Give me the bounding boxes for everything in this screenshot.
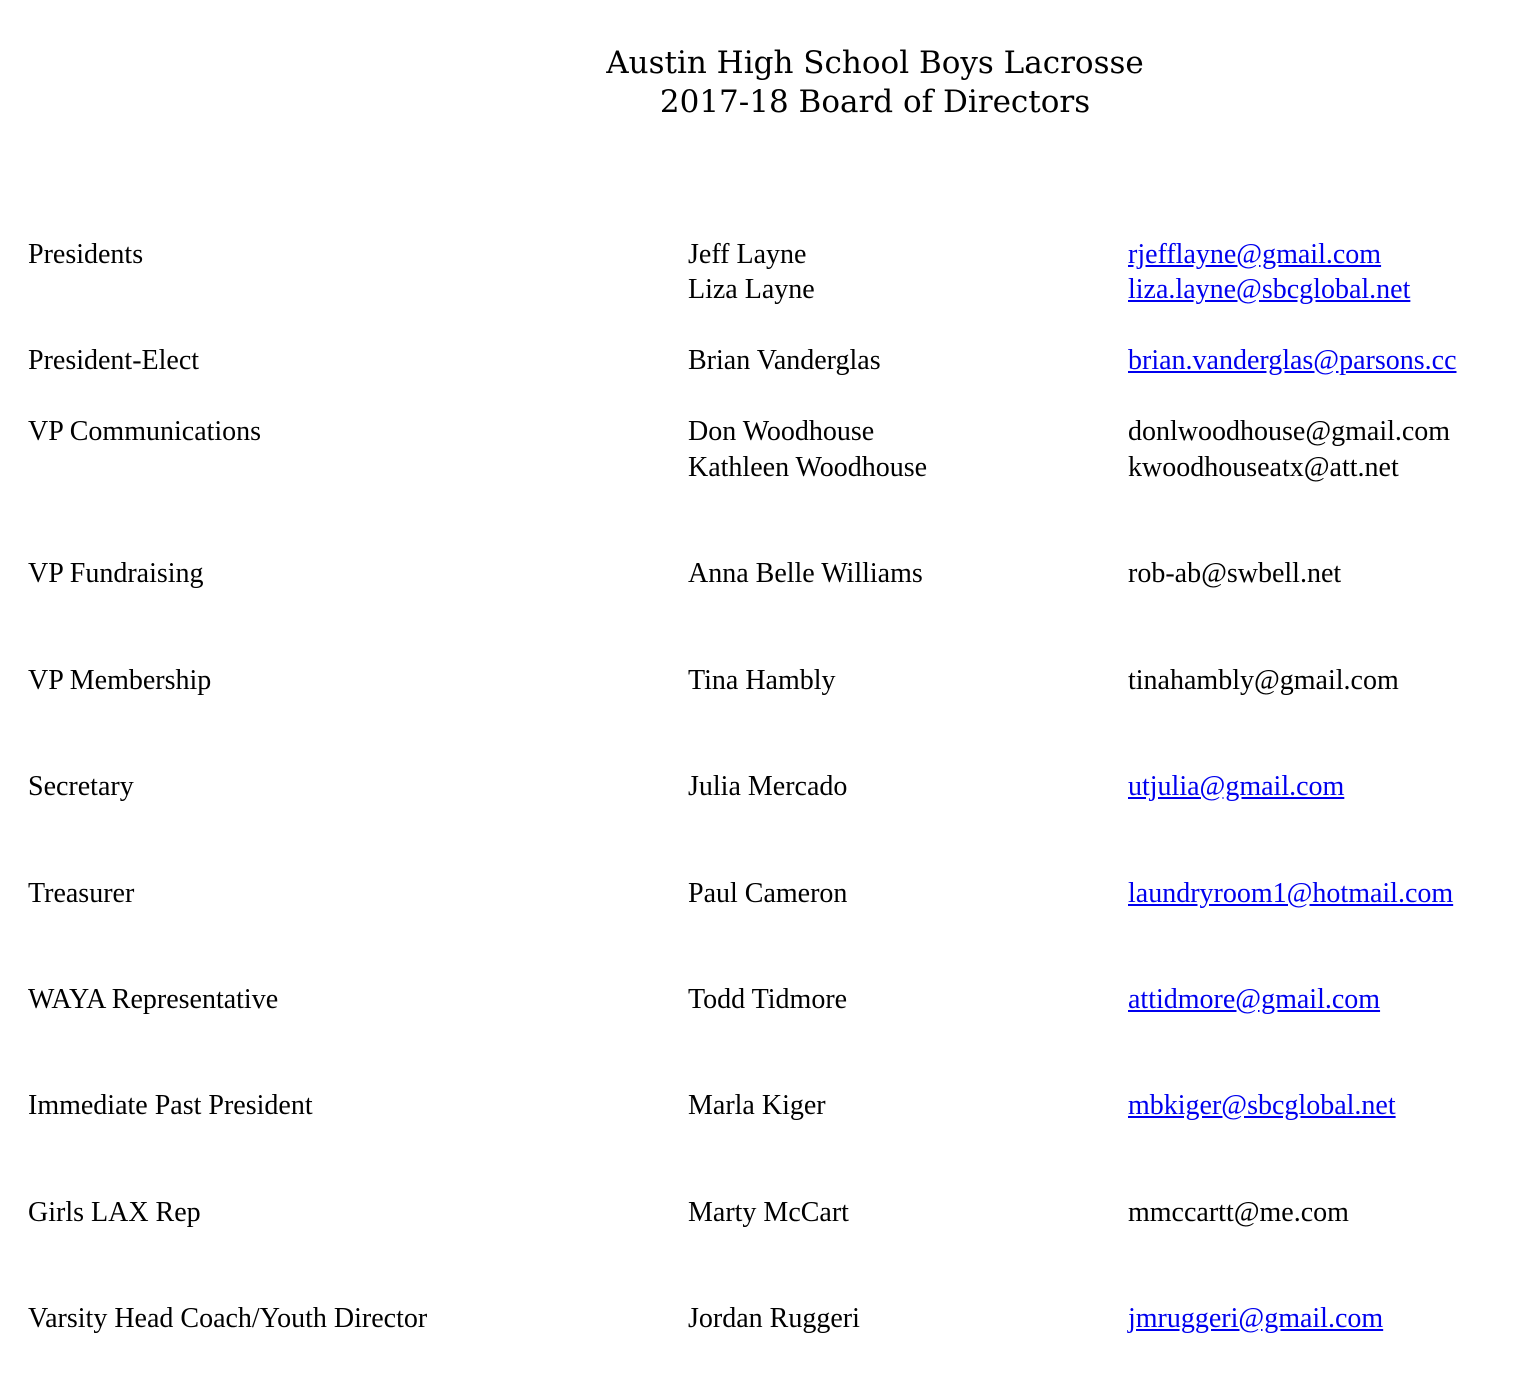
document-subtitle: 2017-18 Board of Directors xyxy=(659,84,1091,120)
member-name: Kathleen Woodhouse xyxy=(688,452,928,483)
document-title: Austin High School Boys Lacrosse xyxy=(606,45,1144,81)
email-link[interactable]: utjulia@gmail.com xyxy=(1128,771,1345,802)
member-name: Jordan Ruggeri xyxy=(688,1303,860,1334)
email-link[interactable]: liza.layne@sbcglobal.net xyxy=(1128,274,1411,305)
email-link[interactable]: laundryroom1@hotmail.com xyxy=(1128,878,1454,909)
email-text: tinahambly@gmail.com xyxy=(1128,665,1399,696)
member-name: Don Woodhouse xyxy=(688,416,875,447)
member-name: Jeff Layne xyxy=(688,239,807,270)
member-name: Anna Belle Williams xyxy=(688,558,923,589)
member-name: Tina Hambly xyxy=(688,665,836,696)
member-name: Marty McCart xyxy=(688,1197,849,1228)
email-text: mmccartt@me.com xyxy=(1128,1197,1349,1228)
email-text: donlwoodhouse@gmail.com xyxy=(1128,416,1451,447)
member-name: Paul Cameron xyxy=(688,878,848,909)
member-name: Brian Vanderglas xyxy=(688,345,881,376)
role-label: Presidents xyxy=(28,239,144,270)
email-link[interactable]: mbkiger@sbcglobal.net xyxy=(1128,1090,1396,1121)
member-name: Liza Layne xyxy=(688,274,815,305)
email-link[interactable]: rjefflayne@gmail.com xyxy=(1128,239,1382,270)
email-text: kwoodhouseatx@att.net xyxy=(1128,452,1399,483)
email-link[interactable]: attidmore@gmail.com xyxy=(1128,984,1381,1015)
role-label: VP Membership xyxy=(28,665,212,696)
email-link[interactable]: brian.vanderglas@parsons.cc xyxy=(1128,345,1457,376)
member-name: Todd Tidmore xyxy=(688,984,848,1015)
role-label: Treasurer xyxy=(28,878,135,909)
member-name: Julia Mercado xyxy=(688,771,848,802)
member-name: Marla Kiger xyxy=(688,1090,826,1121)
role-label: Girls LAX Rep xyxy=(28,1197,201,1228)
role-label: President-Elect xyxy=(28,345,200,376)
email-link[interactable]: jmruggeri@gmail.com xyxy=(1128,1303,1384,1334)
role-label: VP Fundraising xyxy=(28,558,204,589)
role-label: Immediate Past President xyxy=(28,1090,313,1121)
role-label: VP Communications xyxy=(28,416,262,447)
role-label: Varsity Head Coach/Youth Director xyxy=(28,1303,428,1334)
email-text: rob-ab@swbell.net xyxy=(1128,558,1342,589)
role-label: Secretary xyxy=(28,771,134,802)
role-label: WAYA Representative xyxy=(28,984,279,1015)
